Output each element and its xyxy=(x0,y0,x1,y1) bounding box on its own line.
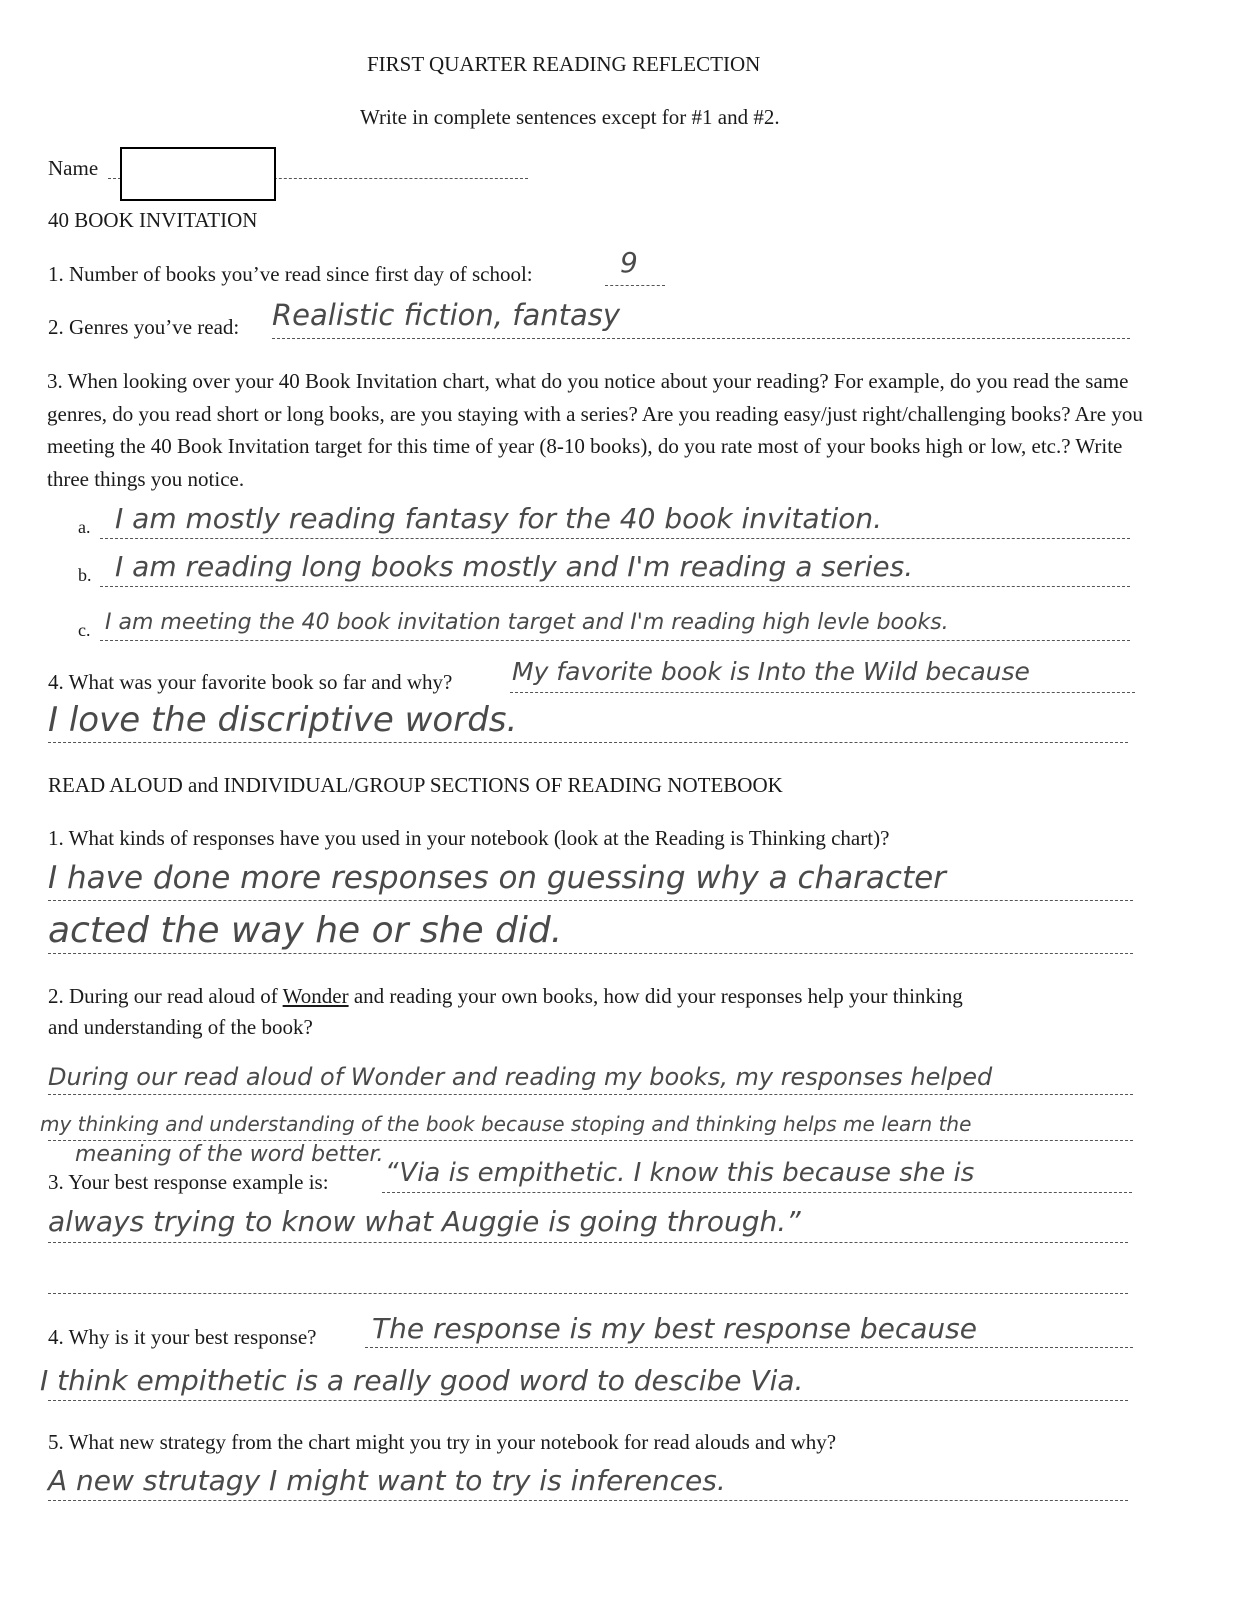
s2-q2-label xyxy=(48,984,963,1009)
q3a-line xyxy=(100,538,1130,539)
q4-answer-line1[interactable]: My favorite book is Into the Wild because xyxy=(512,657,1030,686)
s2-q2-line1 xyxy=(48,1094,1133,1095)
book-title-wonder: Wonder xyxy=(282,984,349,1008)
s2-q1-line2 xyxy=(48,953,1133,954)
q4-line2 xyxy=(48,742,1128,743)
s2-q2-answer-line1[interactable]: During our read aloud of Wonder and reading my books, my responses helped xyxy=(48,1063,993,1091)
s2-q3-line3 xyxy=(48,1293,1128,1294)
name-redaction-box xyxy=(120,147,276,201)
q1-label: 1. Number of books you’ve read since first day of school: xyxy=(48,262,533,286)
q3b-label: b. xyxy=(78,565,92,585)
q1-answer-line xyxy=(605,285,665,286)
q2-answer[interactable]: Realistic fiction, fantasy xyxy=(272,298,621,332)
q4-answer-line2[interactable]: I love the discriptive words. xyxy=(48,700,518,740)
s2-q2-label-b: and reading your own books, how did your responses help your thinking xyxy=(348,984,963,1008)
q4-label: 4. What was your favorite book so far and why? xyxy=(48,670,453,694)
q3b-line xyxy=(100,586,1130,587)
q2-label: 2. Genres you’ve read: xyxy=(48,315,240,339)
s2-q1-answer-line1[interactable]: I have done more responses on guessing why a character xyxy=(48,860,946,896)
s2-q4-answer-line2[interactable]: I think empithetic is a really good word to descibe Via. xyxy=(40,1364,804,1397)
s2-q4-label: 4. Why is it your best response? xyxy=(48,1325,317,1349)
page-subtitle: Write in complete sentences except for #1 and #2. xyxy=(360,105,780,129)
s2-q2-label-a: 2. During our read aloud of xyxy=(48,984,283,1008)
q3c-answer[interactable]: I am meeting the 40 book invitation target and I'm reading high levle books. xyxy=(105,610,949,635)
s2-q1-line1 xyxy=(48,900,1133,901)
s2-q2-label-line2: and understanding of the book? xyxy=(48,1015,313,1039)
s2-q4-answer-line1[interactable]: The response is my best response because xyxy=(372,1312,977,1345)
s2-q1-label: 1. What kinds of responses have you used in your notebook (look at the Reading is Thinking chart)? xyxy=(48,826,890,850)
s2-q3-label: 3. Your best response example is: xyxy=(48,1170,329,1194)
s2-q5-label: 5. What new strategy from the chart might you try in your notebook for read alouds and why? xyxy=(48,1430,837,1454)
s2-q3-line2 xyxy=(48,1242,1128,1243)
s2-q5-line xyxy=(48,1500,1128,1501)
q2-answer-line xyxy=(272,338,1130,339)
q3c-line xyxy=(100,640,1130,641)
name-label: Name xyxy=(48,156,99,180)
s2-q2-line2 xyxy=(48,1140,1133,1141)
page-title: FIRST QUARTER READING REFLECTION xyxy=(367,52,761,76)
section-title-read-aloud: READ ALOUD and INDIVIDUAL/GROUP SECTIONS OF READING NOTEBOOK xyxy=(48,773,783,797)
q1-answer[interactable]: 9 xyxy=(620,246,638,279)
s2-q4-line1 xyxy=(365,1347,1133,1348)
s2-q1-answer-line2[interactable]: acted the way he or she did. xyxy=(48,910,563,951)
q3a-label: a. xyxy=(78,517,91,537)
s2-q3-line1 xyxy=(382,1192,1132,1193)
q3a-answer[interactable]: I am mostly reading fantasy for the 40 book invitation. xyxy=(115,502,883,535)
s2-q5-answer[interactable]: A new strutagy I might want to try is inferences. xyxy=(48,1464,726,1497)
s2-q3-answer-line2[interactable]: always trying to know what Auggie is going through.” xyxy=(48,1205,801,1238)
s2-q2-answer-line3[interactable]: meaning of the word better. xyxy=(75,1142,384,1167)
s2-q3-answer-line1[interactable]: “Via is empithetic. I know this because she is xyxy=(385,1158,975,1188)
q4-line1 xyxy=(510,692,1135,693)
s2-q2-answer-line2[interactable]: my thinking and understanding of the book because stoping and thinking helps me learn the xyxy=(40,1112,972,1136)
q3-prompt: 3. When looking over your 40 Book Invitation chart, what do you notice about your reading? For example, do you read the same genres, do you read short or long books, are you staying with a series? Are you reading easy/just right/challenging books? Are you meeting the 40 Book Invitation target for this time of year (8-10 books), do you rate most of your books high or low, etc.? Write three things you notice. xyxy=(47,369,1143,491)
s2-q4-line2 xyxy=(48,1400,1128,1401)
section-title-40-book: 40 BOOK INVITATION xyxy=(48,208,258,232)
q3b-answer[interactable]: I am reading long books mostly and I'm reading a series. xyxy=(115,550,914,583)
q3c-label: c. xyxy=(78,620,91,640)
